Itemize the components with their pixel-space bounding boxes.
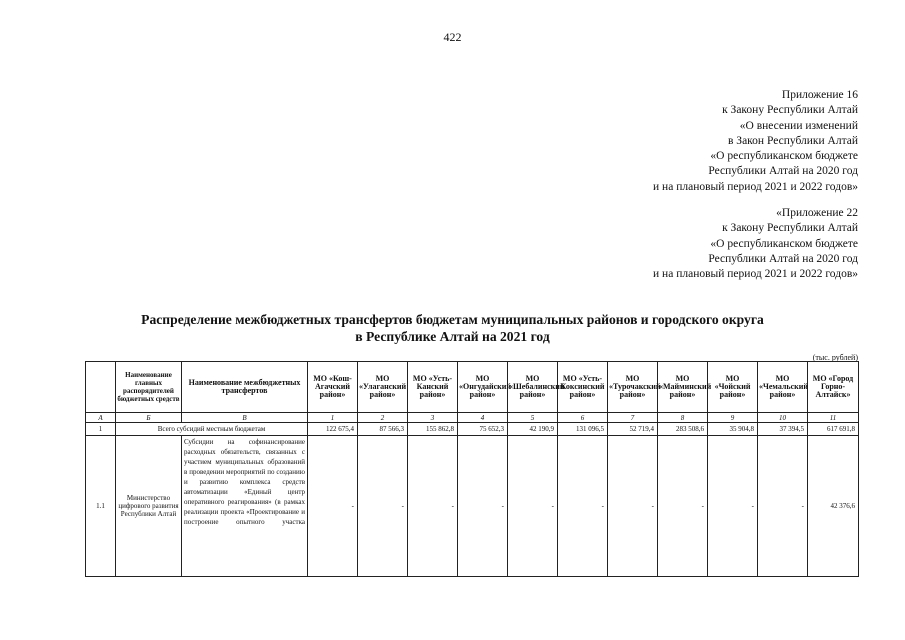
header-cell-district: МО «Шебалинский район»: [508, 362, 558, 413]
total-row-value: 617 691,8: [808, 423, 859, 436]
appendix-22-line: Республики Алтай на 2020 год: [708, 252, 858, 265]
header-cell-number: [86, 362, 116, 413]
total-row-value: 35 904,8: [708, 423, 758, 436]
column-index-cell: 3: [408, 413, 458, 423]
column-index-row: [86, 413, 859, 423]
appendix-22-line: к Закону Республики Алтай: [722, 222, 858, 235]
total-row-value: 131 096,5: [558, 423, 608, 436]
table-row-1-1: [86, 436, 859, 577]
row-1-1-value: -: [358, 436, 408, 577]
column-index-cell: Б: [116, 413, 182, 423]
appendix-22-line: «Приложение 22: [776, 207, 858, 219]
table-row-total: [86, 423, 859, 436]
column-index-cell: А: [86, 413, 116, 423]
appendix-22-line: и на плановый период 2021 и 2022 годов»: [653, 268, 858, 281]
column-index-cell: 10: [758, 413, 808, 423]
total-row-value: 52 719,4: [608, 423, 658, 436]
row-1-1-value: -: [308, 436, 358, 577]
row-1-1-value: -: [558, 436, 608, 577]
appendix-16-line: в Закон Республики Алтай: [728, 134, 858, 147]
total-row-value: 87 566,3: [358, 423, 408, 436]
column-index-cell: 1: [308, 413, 358, 423]
page-number: 422: [443, 30, 462, 44]
appendix-16-line: и на плановый период 2021 и 2022 годов»: [653, 180, 858, 193]
row-1-1-number: 1.1: [86, 436, 116, 577]
row-1-1-description: Субсидии на софинансирование расходных обязательств, связанных с участием муниципальных образований в проведении мероприятий по созданию и развитию комплекса средств автоматизации «Единый центр оперативного реагирования» (в рамках реализации проекта «Проектирование и построение опытного участка: [182, 436, 308, 577]
transfers-table: [85, 361, 859, 577]
total-row-value: 155 862,8: [408, 423, 458, 436]
row-1-1-value: -: [508, 436, 558, 577]
column-index-cell: 7: [608, 413, 658, 423]
appendix-16-line: «О республиканском бюджете: [710, 150, 858, 163]
header-cell-district: МО «Чойский район»: [708, 362, 758, 413]
document-title-line-1: Распределение межбюджетных трансфертов бюджетам муниципальных районов и городского округа: [141, 312, 764, 327]
column-index-cell: В: [182, 413, 308, 423]
document-title-line-2: в Республике Алтай на 2021 год: [355, 329, 550, 344]
row-1-1-value: 42 376,6: [808, 436, 859, 577]
column-index-cell: 9: [708, 413, 758, 423]
total-row-value: 42 190,9: [508, 423, 558, 436]
appendix-22-line: «О республиканском бюджете: [710, 237, 858, 250]
total-row-number: 1: [86, 423, 116, 436]
header-cell-ministry: Наименование главных распорядителей бюджетных средств: [116, 362, 182, 413]
header-cell-transfer-name: Наименование межбюджетных трансфертов: [182, 362, 308, 413]
total-row-value: 283 508,6: [658, 423, 708, 436]
appendix-16-line: к Закону Республики Алтай: [722, 104, 858, 117]
header-cell-district: МО «Турочакский район»: [608, 362, 658, 413]
header-cell-district: МО «Улаганский район»: [358, 362, 408, 413]
total-row-value: 122 675,4: [308, 423, 358, 436]
appendix-22-block: [653, 206, 858, 282]
units-label: (тыс. рублей): [812, 353, 858, 362]
appendix-16-line: Приложение 16: [781, 89, 858, 101]
column-index-cell: 11: [808, 413, 859, 423]
row-1-1-value: -: [658, 436, 708, 577]
table-header-row: [86, 362, 859, 413]
document-title: [0, 311, 905, 345]
column-index-cell: 4: [458, 413, 508, 423]
column-index-cell: 2: [358, 413, 408, 423]
row-1-1-value: -: [708, 436, 758, 577]
row-1-1-ministry: Министерство цифрового развития Республики Алтай: [116, 436, 182, 577]
header-cell-district: МО «Усть-Канский район»: [408, 362, 458, 413]
header-cell-district: МО «Чемальский район»: [758, 362, 808, 413]
header-cell-district: МО «Усть-Коксинский район»: [558, 362, 608, 413]
row-1-1-value: -: [608, 436, 658, 577]
row-1-1-value: -: [758, 436, 808, 577]
column-index-cell: 5: [508, 413, 558, 423]
row-1-1-value: -: [458, 436, 508, 577]
total-row-label: Всего субсидий местным бюджетам: [116, 423, 308, 436]
header-cell-district: МО «Онгудайский район»: [458, 362, 508, 413]
row-1-1-value: -: [408, 436, 458, 577]
total-row-value: 75 652,3: [458, 423, 508, 436]
appendix-16-block: [653, 88, 858, 195]
header-cell-district: МО «Кош-Агачский район»: [308, 362, 358, 413]
column-index-cell: 8: [658, 413, 708, 423]
appendix-16-line: «О внесении изменений: [739, 119, 858, 132]
total-row-value: 37 394,5: [758, 423, 808, 436]
header-cell-district: МО «Город Горно-Алтайск»: [808, 362, 859, 413]
header-cell-district: МО «Майминский район»: [658, 362, 708, 413]
appendix-16-line: Республики Алтай на 2020 год: [708, 165, 858, 178]
column-index-cell: 6: [558, 413, 608, 423]
